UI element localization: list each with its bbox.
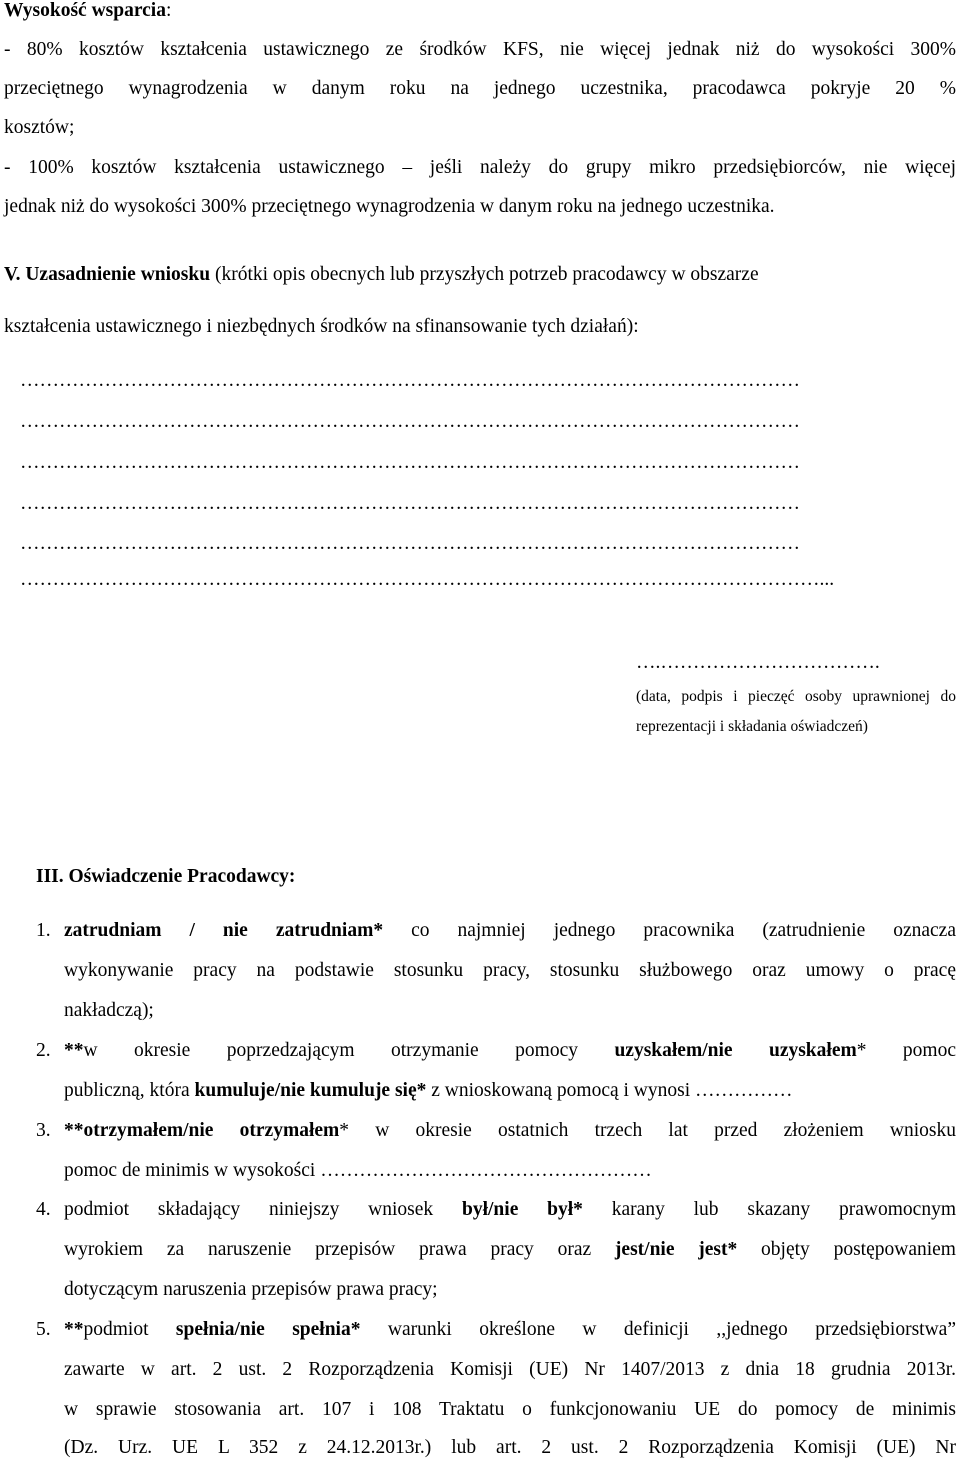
support-item1-line3: kosztów; [4,117,75,138]
signature-caption-line2: reprezentacji i składania oświadczeń) [636,718,868,735]
section-v-title: Uzasadnienie wniosku [25,264,211,285]
statement-5-marker: ** [64,1319,84,1340]
statement-5-line4: (Dz. Urz. UE L 352 z 24.12.2013r.) lub art. 2 ust. 2 Rozporządzenia Komisji (UE) Nr [64,1437,956,1458]
statement-5-text: podmiot [83,1319,176,1340]
statement-5-text-end: warunki określone w definicji ,,jednego przedsiębiorstwa” [360,1319,956,1340]
statement-2-text-end: * pomoc [856,1040,957,1061]
section-v-number: V. [4,264,21,285]
section-v-heading [4,264,759,286]
statement-4-line2 [64,1239,956,1261]
statement-4-line3: dotyczącym naruszenia przepisów prawa pracy; [64,1279,438,1300]
support-heading [4,0,171,22]
section-iii-title-text: III. Oświadczenie Pracodawcy: [36,866,296,887]
statement-4-line1 [64,1199,956,1221]
support-item1-line2: przeciętnego wynagrodzenia w danym roku na jednego uczestnika, pracodawca pokryje 20 % [4,78,956,99]
statement-5-line2: zawarte w art. 2 ust. 2 Rozporządzenia Komisji (UE) Nr 1407/2013 z dnia 18 grudnia 2013r. [64,1359,956,1380]
statement-number: 3. [36,1120,51,1141]
statement-4-proceedings-choice[interactable]: jest/nie jest* [614,1239,738,1260]
statement-1-choice[interactable]: zatrudniam / nie zatrudniam* [64,920,384,941]
answer-dot-line[interactable]: ………………………………………………………………………………………………………… [20,452,800,473]
statement-number: 4. [36,1199,51,1220]
statement-5-line1 [64,1319,956,1341]
support-heading-colon: : [165,0,172,21]
statement-number: 1. [36,920,51,941]
answer-dot-line[interactable]: ……………………………………………………………………………………………………………... [20,569,835,590]
answer-dot-line[interactable]: ………………………………………………………………………………………………………… [20,493,800,514]
statement-1-line1 [64,920,956,942]
statement-2-text: w okresie poprzedzającym otrzymanie pomocy [83,1040,615,1061]
statement-3-line1 [64,1120,956,1142]
statement-1-line2: wykonywanie pracy na podstawie stosunku pracy, stosunku służbowego oraz umowy o pracę [64,960,956,981]
section-v-desc-line2: kształcenia ustawicznego i niezbędnych środków na sfinansowanie tych działań): [4,316,639,337]
statement-4-text-end: karany lub skazany prawomocnym [582,1199,956,1220]
support-item2-line2: jednak niż do wysokości 300% przeciętnego wynagrodzenia w danym roku na jednego uczestnika. [4,196,775,217]
statement-2-line1 [64,1040,956,1062]
statement-number: 5. [36,1319,51,1340]
support-heading-label: Wysokość wsparcia [4,0,166,21]
statement-1-text: co najmniej jednego pracownika (zatrudnienie oznacza [383,920,956,941]
statement-2-choice[interactable]: uzyskałem/nie uzyskałem [614,1040,857,1061]
section-iii-title [36,866,295,888]
support-item2-line1: - 100% kosztów kształcenia ustawicznego – jeśli należy do grupy mikro przedsiębiorców, nie więcej [4,157,956,178]
statement-5-line3: w sprawie stosowania art. 107 i 108 Traktatu o funkcjonowaniu UE do pomocy de minimis [64,1399,956,1420]
answer-dot-line[interactable]: ………………………………………………………………………………………………………… [20,411,800,432]
support-item1-line1: - 80% kosztów kształcenia ustawicznego ze środków KFS, nie więcej jednak niż do wysokości 300% [4,39,956,60]
statement-4-line2-end: objęty postępowaniem [737,1239,956,1260]
statement-1-line3: nakładczą); [64,1000,154,1021]
statement-5-choice[interactable]: spełnia/nie spełnia* [175,1319,361,1340]
statement-number: 2. [36,1040,51,1061]
statement-2-line2-text: publiczną, która [64,1080,195,1101]
statement-2-amount-field[interactable]: z wnioskowaną pomocą i wynosi …………… [426,1080,793,1101]
statement-4-text: podmiot składający niniejszy wniosek [64,1199,462,1220]
statement-4-choice[interactable]: był/nie był* [462,1199,583,1220]
statement-3-text: * w okresie ostatnich trzech lat przed złożeniem wniosku [339,1120,956,1141]
signature-caption-line1: (data, podpis i pieczęć osoby uprawnionej do [636,688,956,705]
answer-dot-line[interactable]: ………………………………………………………………………………………………………… [20,533,800,554]
statement-4-line2-text: wyrokiem za naruszenie przepisów prawa pracy oraz [64,1239,615,1260]
statement-2-line2 [64,1080,956,1102]
statement-2-marker: ** [64,1040,84,1061]
answer-dot-line[interactable]: ………………………………………………………………………………………………………… [20,370,800,391]
statement-2-cumulation-choice[interactable]: kumuluje/nie kumuluje się* [194,1080,427,1101]
statement-3-choice[interactable]: **otrzymałem/nie otrzymałem [64,1120,340,1141]
signature-dot-line[interactable]: ….……………………………. [636,652,880,673]
section-v-desc-line1: (krótki opis obecnych lub przyszłych potrzeb pracodawcy w obszarze [214,264,759,285]
statement-3-amount-field[interactable]: pomoc de minimis w wysokości …………………………………………… [64,1160,652,1181]
